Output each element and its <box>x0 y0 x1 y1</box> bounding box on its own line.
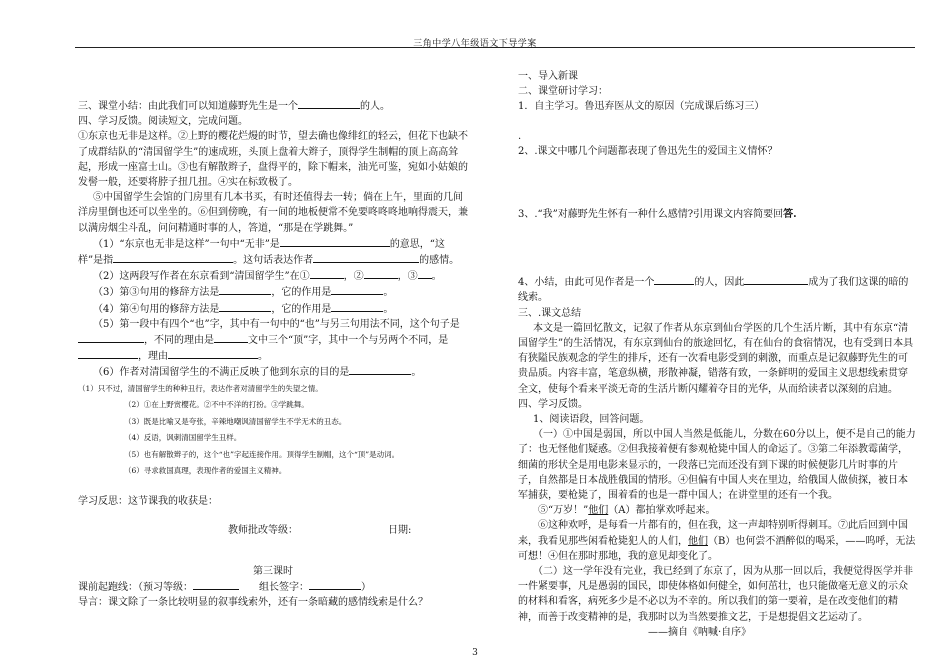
feedback-heading-right: 四、学习反馈。 <box>518 398 588 410</box>
text-summary-heading: 三、.课文总结 <box>518 307 582 319</box>
intro-heading: 一、导入新课 <box>518 71 578 82</box>
third-lesson-heading: 第三课时 <box>253 566 293 578</box>
dot-mark: . <box>518 130 522 142</box>
answer-blank[interactable] <box>744 274 808 285</box>
answer-blank[interactable] <box>418 268 432 279</box>
answer-2: （2）①在上野赏樱花。②不中不洋的打扮。③学跳舞。 <box>124 400 309 410</box>
answer-6: （6）寻求救国真理，表现作者的爱国主义精神。 <box>124 466 287 476</box>
study-heading: 二、课堂研讨学习： <box>518 86 608 98</box>
answer-blank[interactable] <box>113 252 233 263</box>
answer-blank[interactable] <box>654 274 694 285</box>
passage-paragraph-2: ⑤中国留学生会馆的门房里有几本书买，有时还值得去一转；倘在上午，里面的几间洋房里倒也还可以坐坐的。⑥但到傍晚，有一间的地板便常不免要咚咚咚地响得震天，兼以满房烟尘斗乱，问问精通时事的人，答道，“那是在学跳舞。” <box>78 192 468 234</box>
question-4: （4）第④句用的修辞方法是 ，它的作用是 。 <box>78 301 468 317</box>
answer-3: （3）既是比喻又是夸张，辛辣地嘲讽清国留学生不学无术的丑态。 <box>124 416 347 426</box>
question-patriotism: 2、.课文中哪几个问题都表现了鲁迅先生的爱国主义情怀？ <box>518 145 778 157</box>
warmup-line: 课前起跑线：（预习等级： 组长签字： ） <box>78 579 468 595</box>
answer-blank[interactable] <box>298 98 360 109</box>
excerpt-2: （二）这一学年没有完业，我已经到了东京了，因为从那一回以后，我便觉得医学并非一件紧要事，凡是愚弱的国民，即使体格如何健全，如何茁壮，也只能做毫无意义的示众的材料和看客，病死多少是不必以为不幸的。所以我们的第一要着，是在改变他们的精神，而善于改变精神的是，我那时以为当然要推文艺，于是想提倡文艺运动了。 <box>518 566 913 623</box>
page-header: 三角中学八年级语文下导学案 <box>413 39 537 49</box>
answer-blank[interactable] <box>219 301 271 312</box>
header-divider <box>75 47 915 48</box>
question-1: （1）“东京也无非是这样”一句中“无非”是 的意思，“这样”是指 。这句话表达作者 的感情。 <box>78 236 468 268</box>
excerpt-1-continued: ⑥这种欢呼，是每看一片都有的，但在我，这一声却特别听得刺耳。⑦此后回到中国来，我看见那些闲看枪毙犯人的人们，他们（B）也何尝不酒醉似的喝采，——呜呼，无法可想！④但在那时那地，我的意见却变化了。 <box>518 520 916 562</box>
answer-blank[interactable] <box>349 364 411 375</box>
answer-blank[interactable] <box>280 236 390 247</box>
answer-blank[interactable] <box>168 348 258 359</box>
answer-blank[interactable] <box>78 348 138 359</box>
leader-signature-blank[interactable] <box>309 579 361 590</box>
question-6: （6）作者对清国留学生的不满正反映了他到东京的目的是 。 <box>78 364 468 380</box>
question-2: （2）这两段写作者在东京看到“清国留学生”在① ，② ，③ 。 <box>78 268 468 284</box>
answer-blank[interactable] <box>313 252 419 263</box>
excerpt-1-cheer: ⑤“万岁！”他们（A）都拍掌欢呼起来。 <box>538 505 716 517</box>
answer-key <box>78 381 468 480</box>
teacher-grade-line: 教师批改等级： 日期: <box>228 524 412 536</box>
right-column <box>518 69 916 640</box>
answer-blank[interactable] <box>219 284 271 295</box>
feedback-heading: 四、学习反馈。阅读短文，完成问题。 <box>78 116 248 128</box>
left-column <box>78 98 468 611</box>
answer-blank[interactable] <box>331 301 383 312</box>
answer-1: （1）只不过，清国留学生的种种丑行，表达作者对清留学生的失望之情。 <box>78 383 323 393</box>
reading-task: 1、阅读语段，回答问题。 <box>533 414 650 426</box>
guide-question: 导言：课文除了一条比较明显的叙事线索外，还有一条暗藏的感情线索是什么？ <box>78 597 428 609</box>
answer-blank[interactable] <box>310 268 344 279</box>
answer-blank[interactable] <box>331 284 383 295</box>
preview-grade-blank[interactable] <box>193 579 239 590</box>
page-number: 3 <box>472 648 478 658</box>
reflection-prompt: 学习反思：这节课我的收获是： <box>78 495 218 507</box>
answer-4: （4）反语，讽刺清国留学生丑样。 <box>124 433 242 443</box>
question-3: （3）第③句用的修辞方法是 ，它的作用是 。 <box>78 284 468 300</box>
excerpt-1: （一）①中国是弱国，所以中国人当然是低能儿，分数在60分以上，便不是自己的能力了：也无怪他们疑惑。②但我接着便有参观枪毙中国人的命运了。③第二年添教霉菌学，细菌的形状全是用电影来显示的，一段落已完而还没有到下课的时候便影几片时事的片子，自然都是日本战胜俄国的情形。④但偏有中国人夹在里边，给俄国人做侦探，被日本军捕获，要枪毙了，围着看的也是一群中国人；在讲堂里的还有一个我。 <box>518 429 916 502</box>
question-5: （5）第一段中有四个“也”字，其中有一句中的“也”与另三句用法不同，这个句子是，不同的理由是 文中三个“顶”字，其中一个与另两个不同，是，理由 。 <box>78 317 468 365</box>
summary-fill: 4、小结，由此可见作者是一个 的人，因此 成为了我们这课的暗的线索。 <box>518 274 916 305</box>
answer-blank[interactable] <box>78 332 144 343</box>
answer-5: （5）也有解散辫子的，这个“也”字起连接作用。顶得学生制帽，这个“顶”是动词。 <box>124 449 400 459</box>
question-feeling: 3、.“我”对藤野先生怀有一种什么感情?引用课文内容简要回答. <box>518 209 797 221</box>
answer-blank[interactable] <box>364 268 398 279</box>
answer-blank[interactable] <box>214 332 248 343</box>
text-summary: 本文是一篇回忆散文，记叙了作者从东京到仙台学医的几个生活片断，其中有东京“清国留学生”的生活情况，有东京到仙台的旅途回忆，有在仙台的食宿情况，也有受到日本具有狭隘民族观念的学生的排斥，还有一次看电影受到的刺激，而重点是记叙藤野先生的可贵品质。内容丰富，笔意纵横，形散神凝，错落有致，一条鲜明的爱国主义思想线索贯穿全文，使每个看来平淡无奇的生活片断闪耀着夺目的光华，从而给读者以深刻的启迪。 <box>518 322 914 395</box>
passage-paragraph-1: ①东京也无非是这样。②上野的樱花烂熳的时节，望去确也像绯红的轻云，但花下也缺不了成群结队的“清国留学生”的速成班，头顶上盘着大辫子，顶得学生制帽的顶上高高耸起，形成一座富士山。③也有解散辫子，盘得平的，除下帽来，油光可鉴，宛如小姑娘的发髻一般，还要将脖子扭几扭。④实在标致极了。 <box>78 131 468 189</box>
self-study-item: 1．自主学习。鲁迅弃医从文的原因（完成课后练习三） <box>518 101 765 113</box>
excerpt-source: ——摘自《呐喊·自序》 <box>648 626 752 638</box>
class-summary: 三、课堂小结：由此我们可以知道藤野先生是一个 的人。 <box>78 98 468 114</box>
